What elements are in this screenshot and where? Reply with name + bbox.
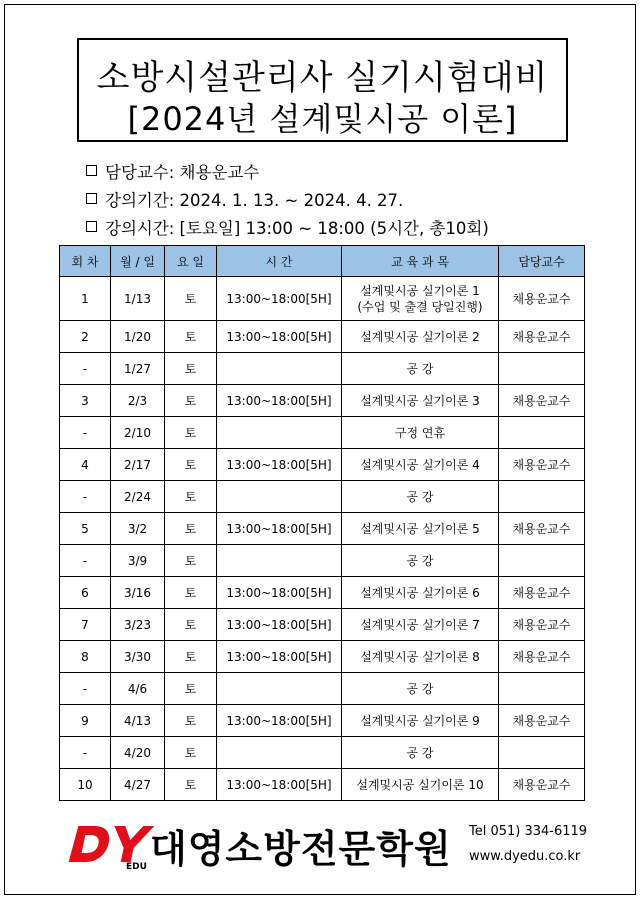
- cell-subject: [342, 277, 499, 321]
- cell-subject: 설계및시공 실기이론 8: [342, 641, 499, 673]
- cell-subject: 설계및시공 실기이론 7: [342, 609, 499, 641]
- table-row: [60, 277, 585, 321]
- cell-session: -: [60, 353, 111, 385]
- cell-day: 토: [165, 277, 217, 321]
- cell-session: 9: [60, 705, 111, 737]
- table-row: [60, 577, 585, 609]
- logo-edu-text: EDU: [126, 862, 147, 870]
- cell-date: 2/10: [111, 417, 165, 449]
- cell-time: [217, 673, 342, 705]
- cell-day: 토: [165, 641, 217, 673]
- cell-session: 4: [60, 449, 111, 481]
- page-subtitle: [2024년 설계및시공 이론]: [127, 100, 518, 138]
- title-box: [77, 38, 568, 142]
- cell-date: 3/9: [111, 545, 165, 577]
- header-time: 시 간: [217, 246, 342, 277]
- cell-professor: [499, 673, 585, 705]
- cell-professor: 채용운교수: [499, 705, 585, 737]
- header-date: 월 / 일: [111, 246, 165, 277]
- cell-date: 3/30: [111, 641, 165, 673]
- cell-session: 2: [60, 321, 111, 353]
- cell-day: 토: [165, 481, 217, 513]
- cell-professor: 채용운교수: [499, 385, 585, 417]
- cell-subject: 설계및시공 실기이론 3: [342, 385, 499, 417]
- header-subject: 교 육 과 목: [342, 246, 499, 277]
- cell-time: 13:00~18:00[5H]: [217, 609, 342, 641]
- contact-phone: Tel 051) 334-6119: [469, 824, 588, 839]
- cell-subject: 설계및시공 실기이론 5: [342, 513, 499, 545]
- table-row: [60, 417, 585, 449]
- cell-professor: 채용운교수: [499, 449, 585, 481]
- cell-date: 1/13: [111, 277, 165, 321]
- cell-session: 8: [60, 641, 111, 673]
- info-period: 강의기간: 2024. 1. 13. ~ 2024. 4. 27.: [86, 187, 403, 211]
- cell-session: -: [60, 481, 111, 513]
- info-time: 강의시간: [토요일] 13:00 ~ 18:00 (5시간, 총10회): [86, 215, 489, 239]
- cell-professor: [499, 481, 585, 513]
- cell-session: -: [60, 417, 111, 449]
- cell-session: 6: [60, 577, 111, 609]
- schedule-table: [59, 245, 585, 801]
- cell-time: 13:00~18:00[5H]: [217, 449, 342, 481]
- cell-date: 2/17: [111, 449, 165, 481]
- dy-edu-logo: [66, 818, 156, 870]
- cell-time: [217, 737, 342, 769]
- cell-time: 13:00~18:00[5H]: [217, 705, 342, 737]
- cell-session: 3: [60, 385, 111, 417]
- cell-session: 1: [60, 277, 111, 321]
- table-row: [60, 385, 585, 417]
- cell-day: 토: [165, 545, 217, 577]
- cell-time: [217, 545, 342, 577]
- subject-note: (수업 및 출결 당일진행): [357, 299, 483, 314]
- cell-subject: 공 강: [342, 481, 499, 513]
- cell-professor: [499, 417, 585, 449]
- cell-time: 13:00~18:00[5H]: [217, 769, 342, 801]
- cell-day: 토: [165, 769, 217, 801]
- cell-time: 13:00~18:00[5H]: [217, 577, 342, 609]
- info-professor: 담당교수: 채용운교수: [86, 159, 259, 183]
- checkbox-bullet-icon: [86, 193, 97, 204]
- checkbox-bullet-icon: [86, 165, 97, 176]
- cell-subject: 구정 연휴: [342, 417, 499, 449]
- table-row: [60, 449, 585, 481]
- cell-subject: 설계및시공 실기이론 10: [342, 769, 499, 801]
- cell-day: 토: [165, 417, 217, 449]
- cell-session: -: [60, 737, 111, 769]
- cell-day: 토: [165, 737, 217, 769]
- cell-subject: 설계및시공 실기이론 6: [342, 577, 499, 609]
- cell-day: 토: [165, 673, 217, 705]
- cell-session: -: [60, 673, 111, 705]
- cell-professor: 채용운교수: [499, 277, 585, 321]
- cell-professor: 채용운교수: [499, 769, 585, 801]
- table-row: [60, 321, 585, 353]
- header-session: 회 차: [60, 246, 111, 277]
- cell-session: -: [60, 545, 111, 577]
- cell-date: 3/23: [111, 609, 165, 641]
- cell-date: 4/6: [111, 673, 165, 705]
- website-link[interactable]: www.dyedu.co.kr: [469, 849, 581, 864]
- cell-day: 토: [165, 385, 217, 417]
- cell-date: 4/13: [111, 705, 165, 737]
- cell-session: 7: [60, 609, 111, 641]
- cell-professor: [499, 353, 585, 385]
- header-professor: 담당교수: [499, 246, 585, 277]
- cell-session: 10: [60, 769, 111, 801]
- cell-day: 토: [165, 321, 217, 353]
- cell-date: 3/2: [111, 513, 165, 545]
- cell-date: 1/20: [111, 321, 165, 353]
- cell-subject: 공 강: [342, 545, 499, 577]
- cell-date: 4/20: [111, 737, 165, 769]
- table-row: [60, 481, 585, 513]
- cell-day: 토: [165, 449, 217, 481]
- cell-subject: 공 강: [342, 673, 499, 705]
- table-row: [60, 353, 585, 385]
- cell-professor: [499, 545, 585, 577]
- cell-date: 2/3: [111, 385, 165, 417]
- header-day: 요 일: [165, 246, 217, 277]
- academy-name: 대영소방전문학원: [150, 827, 452, 871]
- cell-subject: 설계및시공 실기이론 4: [342, 449, 499, 481]
- cell-day: 토: [165, 577, 217, 609]
- cell-time: [217, 481, 342, 513]
- table-row: [60, 545, 585, 577]
- cell-date: 2/24: [111, 481, 165, 513]
- cell-subject: 공 강: [342, 737, 499, 769]
- cell-professor: 채용운교수: [499, 609, 585, 641]
- cell-time: 13:00~18:00[5H]: [217, 641, 342, 673]
- checkbox-bullet-icon: [86, 221, 97, 232]
- cell-time: [217, 353, 342, 385]
- table-row: [60, 641, 585, 673]
- cell-time: 13:00~18:00[5H]: [217, 513, 342, 545]
- table-row: [60, 673, 585, 705]
- cell-professor: 채용운교수: [499, 321, 585, 353]
- cell-day: 토: [165, 609, 217, 641]
- cell-day: 토: [165, 513, 217, 545]
- cell-subject: 설계및시공 실기이론 2: [342, 321, 499, 353]
- cell-date: 4/27: [111, 769, 165, 801]
- cell-time: 13:00~18:00[5H]: [217, 385, 342, 417]
- cell-date: 1/27: [111, 353, 165, 385]
- table-row: [60, 513, 585, 545]
- cell-date: 3/16: [111, 577, 165, 609]
- cell-professor: 채용운교수: [499, 513, 585, 545]
- cell-session: 5: [60, 513, 111, 545]
- subject-line: 설계및시공 실기이론 1: [360, 283, 480, 298]
- cell-time: 13:00~18:00[5H]: [217, 277, 342, 321]
- table-header-row: [60, 246, 585, 277]
- cell-time: [217, 417, 342, 449]
- cell-day: 토: [165, 353, 217, 385]
- page-title: 소방시설관리사 실기시험대비: [96, 58, 549, 98]
- cell-subject: 공 강: [342, 353, 499, 385]
- cell-professor: 채용운교수: [499, 641, 585, 673]
- cell-time: 13:00~18:00[5H]: [217, 321, 342, 353]
- table-row: [60, 705, 585, 737]
- cell-professor: [499, 737, 585, 769]
- cell-day: 토: [165, 705, 217, 737]
- table-row: [60, 609, 585, 641]
- cell-subject: 설계및시공 실기이론 9: [342, 705, 499, 737]
- table-row: [60, 737, 585, 769]
- table-row: [60, 769, 585, 801]
- cell-professor: 채용운교수: [499, 577, 585, 609]
